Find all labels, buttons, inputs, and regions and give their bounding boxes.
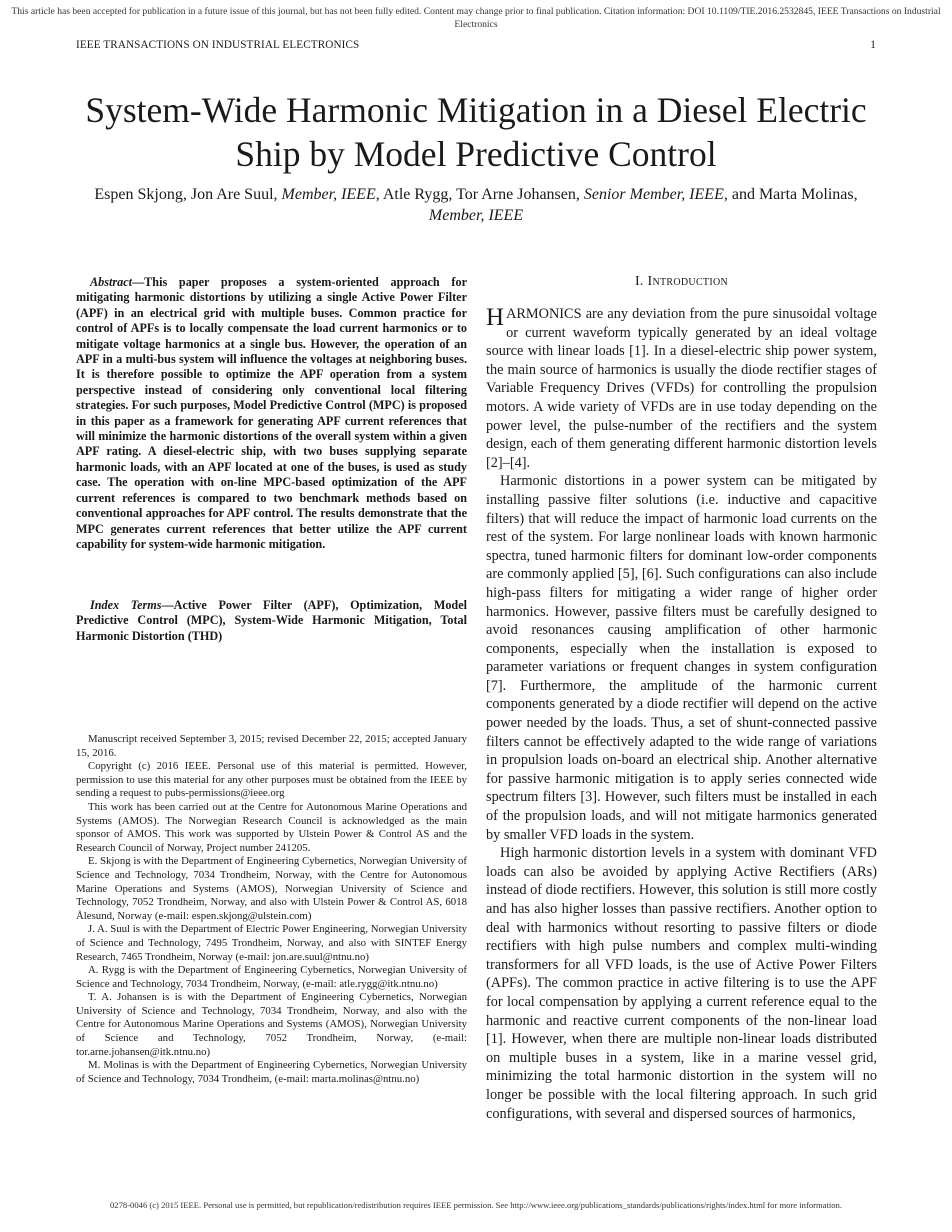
footnote: Manuscript received September 3, 2015; revised December 22, 2015; accepted January 15, 2016. (76, 733, 467, 759)
footnotes (76, 733, 467, 1086)
page-number: 1 (870, 39, 876, 51)
footnote: J. A. Suul is with the Department of Electric Power Engineering, Norwegian University of Science and Technology, 7495 Trondheim, Norway, and also with SINTEF Energy Research, 7465 Trondheim, Norway (e-mail: jon.are.suul@ntnu.no) (76, 923, 467, 963)
author-role-3: Member, IEEE (428, 207, 524, 224)
abstract-label: Abstract (90, 275, 132, 289)
body-text (486, 305, 877, 1123)
author-names-2: , Atle Rygg, Tor Arne Johansen, (375, 186, 584, 203)
author-role-1: Member, IEEE (281, 186, 376, 203)
drop-cap: H (486, 304, 505, 331)
body-paragraph-text: ARMONICS are any deviation from the pure sinusoidal voltage or current waveform typically generated by an ideal voltage source with linear loads [1]. In a diesel-electric ship power system, the main source of harmonics is usually the diode rectifier stages of Variable Frequency Drives (VFDs) for controlling the propulsion motors. A wide variety of VFDs are in use today depending on the power level, the pulse-number of the rectifiers and the system design, each of them generating different harmonic distortion levels [2]–[4]. (486, 306, 877, 471)
footnote: E. Skjong is with the Department of Engineering Cybernetics, Norwegian University of Science and Technology, 7034 Trondheim, Norway, with the Centre for Autonomous Marine Operations and Systems (AMOS), Norwegian University of Science and Technology, 7052 Trondheim, Norway, and also with Ulstein Power & Control AS, 6018 Ålesund, Norway (e-mail: espen.skjong@ulstein.com) (76, 855, 467, 922)
index-terms-text: —Active Power Filter (APF), Optimization, Model Predictive Control (MPC), System-Wide Harmonic Mitigation, Total Harmonic Distortion (THD) (76, 598, 467, 643)
body-paragraph: Harmonic distortions in a power system can be mitigated by installing passive filter solutions (i.e. inductive and capacitive filters) that will reduce the impact of harmonic load currents on the rest of the system. For large nonlinear loads with known harmonic spectra, tuned harmonic filters for dominant low-order components are commonly applied [5], [6]. Such configurations can also include high-pass filters for mitigating a wider range of higher order harmonics. However, passive filters must be carefully designed to avoid resonances causing amplification of other harmonic components, especially when the installation is exposed to parameter variations or frequent changes in system configuration [7]. Furthermore, the amplitude of the harmonic current components generated by a diode rectifier will depend on the active power needed by the loads. Thus, a set of shunt-connected passive filters cannot be effectively adapted to the wide range of variations in propulsion loads on-board an electrical ship. Another alternative for passive harmonic mitigation is to apply series connected wide spectrum filters [3]. However, such filters must be installed in each of the propulsion loads, and will not mitigate harmonics generated by smaller VFD loads in the system. (486, 473, 877, 843)
running-head (76, 39, 876, 51)
index-terms (76, 598, 467, 644)
index-terms-label: Index Terms (90, 598, 162, 612)
footnote: Copyright (c) 2016 IEEE. Personal use of this material is permitted. However, permission to use this material for any other purposes must be obtained from the IEEE by sending a request to pubs-permissions@ieee.org (76, 760, 467, 800)
footnote: This work has been carried out at the Centre for Autonomous Marine Operations and Systems (AMOS). The Norwegian Research Council is acknowledged as the main sponsor of AMOS. This work was supported by Ulstein Power & Control AS and the Research Council of Norway, Project number 241205. (76, 800, 467, 854)
section-number: I. (634, 274, 648, 289)
section-heading (486, 274, 877, 290)
footnote: A. Rygg is with the Department of Engineering Cybernetics, Norwegian University of Science and Technology, 7034 Trondheim, Norway, (e-mail: atle.rygg@itk.ntnu.no) (76, 964, 467, 990)
author-list (70, 184, 882, 226)
abstract-text: —This paper proposes a system-oriented approach for mitigating harmonic distortions by utilizing a single Active Power Filter (APF) in an electrical grid with multiple buses. Common practice for control of APFs is to locally compensate the load current harmonics or to mitigate voltage harmonics at a single bus. However, the operation of an APF in a multi-bus system will influence the voltages at neighboring buses. It is therefore possible to optimize the APF operation from a system perspective instead of considering only conventional local filtering strategies. For such purposes, Model Predictive Control (MPC) is proposed in this paper as a framework for generating APF current references that will minimize the harmonic distortions of the overall system within a given APF rating. A diesel-electric ship, with two buses supplying separate harmonic loads, with an APF located at one of the buses, is used as study case. The operation with on-line MPC-based optimization of the APF current references is compared to two benchmark methods based on conventional approaches for APF control. The results demonstrate that the MPC generates current references that better utilize the APF current capability for system-wide harmonic mitigation. (76, 275, 467, 551)
footnote: T. A. Johansen is is with the Department of Engineering Cybernetics, Norwegian University of Science and Technology, 7034 Trondheim, Norway, and also with the Centre for Autonomous Marine Operations and Systems (AMOS), Norwegian University of Science and Technology, 7052 Trondheim, Norway, (e-mail: tor.arne.johansen@itk.ntnu.no) (76, 991, 467, 1058)
author-names-1: Espen Skjong, Jon Are Suul, (94, 186, 282, 203)
abstract (76, 275, 467, 552)
footnote: M. Molinas is with the Department of Engineering Cybernetics, Norwegian University of Science and Technology, 7034 Trondheim, (e-mail: marta.molinas@ntnu.no) (76, 1059, 467, 1085)
copyright-footer: 0278-0046 (c) 2015 IEEE. Personal use is permitted, but republication/redistribution requires IEEE permission. See http://www.ieee.org/publications_standards/publications/rights/index.html for more information. (110, 1200, 842, 1210)
acceptance-notice: This article has been accepted for publication in a future issue of this journal, but has not been fully edited. Content may change prior to final publication. Citation information: DOI 10.1109/TIE.2016.2532845, IEEE Transactions on Industrial Electronics (11, 6, 941, 30)
author-names-3: , and Marta Molinas, (723, 186, 858, 203)
body-paragraph: High harmonic distortion levels in a system with dominant VFD loads can also be avoided by applying Active Rectifiers (ARs) instead of diode rectifiers. However, this solution is still more costly and has also higher losses than passive rectifiers. Another option to deal with harmonics without resorting to passive filters or diode rectifiers with high pulse numbers and complex multi-winding transformers for all VFD loads, is the use of Active Power Filters (APFs). The common practice in active filtering is to use the APF for local compensation by applying a current reference equal to the harmonic and reactive current components of the non-linear load [1]. However, when there are multiple non-linear loads distributed on multiple buses in a system, like in a marine vessel grid, minimizing the total harmonic distortion in the system will no longer be possible with the local filtering approach. In such grid configurations, with several and dispersed sources of harmonics, (486, 845, 877, 1122)
paper-title: System-Wide Harmonic Mitigation in a Diesel Electric Ship by Model Predictive Control (85, 90, 867, 174)
body-paragraph (486, 305, 877, 472)
section-title: Introduction (647, 274, 729, 289)
author-role-2: Senior Member, IEEE (583, 186, 724, 203)
journal-name: IEEE TRANSACTIONS ON INDUSTRIAL ELECTRONICS (76, 39, 360, 51)
